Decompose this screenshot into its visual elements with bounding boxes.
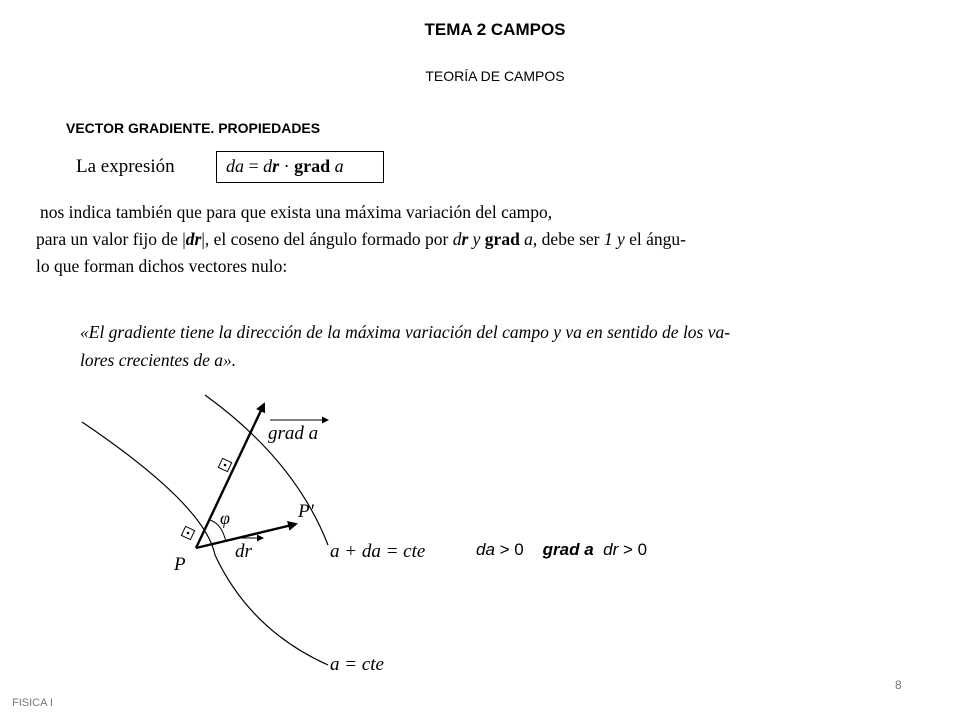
relation-grad: grad a xyxy=(542,540,594,559)
relation-gt-2: > 0 xyxy=(618,540,648,559)
p2-c: , debe ser xyxy=(532,229,604,249)
formula-box xyxy=(216,151,384,183)
paragraph-line-1: nos indica también que para que exista una máxima variación del campo, xyxy=(40,202,553,222)
paragraph-line-3: lo que forman dichos vectores nulo: xyxy=(36,256,288,276)
formula-dot: · xyxy=(279,156,295,176)
grad-label: grad a xyxy=(268,423,319,444)
formula-r: r xyxy=(272,156,280,176)
p2-y: y xyxy=(468,229,485,249)
footer-label: FISICA I xyxy=(12,697,53,709)
relation-gt-1: > 0 xyxy=(494,540,524,559)
formula-d: d xyxy=(263,156,273,176)
p2-dr: dr xyxy=(185,229,202,249)
relation-da: da xyxy=(476,540,495,559)
p2-y2: y xyxy=(612,229,625,249)
p2-d: d xyxy=(452,229,462,249)
inner-level-curve xyxy=(82,422,328,665)
gradient-relation xyxy=(476,540,647,560)
grad-arrow xyxy=(196,404,264,548)
p2-a: para un valor fijo de | xyxy=(36,229,186,249)
formula-a: a xyxy=(330,156,344,176)
slide-title: TEMA 2 CAMPOS xyxy=(424,20,566,39)
gradient-diagram xyxy=(60,390,470,675)
intro-text: La expresión xyxy=(76,156,175,177)
p2-grad: grad xyxy=(484,229,520,249)
outer-curve-label: a + da = cte xyxy=(330,541,426,562)
p2-b: |, el coseno del ángulo formado por xyxy=(201,229,453,249)
slide-subtitle: TEORÍA DE CAMPOS xyxy=(425,68,565,84)
p2-a2: a xyxy=(519,229,533,249)
relation-dr: dr xyxy=(603,540,619,559)
dr-label: dr xyxy=(235,541,252,562)
section-heading: VECTOR GRADIENTE. PROPIEDADES xyxy=(66,120,321,136)
quote-line-2: lores crecientes de a». xyxy=(80,350,237,370)
quote-line-1: «El gradiente tiene la dirección de la máxima variación del campo y va en sentido de los va- xyxy=(80,322,731,342)
p2-r: r xyxy=(461,229,469,249)
paragraph-line-2 xyxy=(36,229,686,250)
phi-label: φ xyxy=(220,508,230,528)
inner-curve-label: a = cte xyxy=(330,654,384,675)
formula-lhs: da xyxy=(226,156,244,176)
p2-one: 1 xyxy=(603,229,613,249)
p2-end: el ángu- xyxy=(624,229,687,249)
formula-grad: grad xyxy=(294,156,331,176)
p-label: P xyxy=(174,554,186,575)
page-number: 8 xyxy=(895,678,902,692)
p-prime-label: P' xyxy=(298,501,314,522)
formula-eq: = xyxy=(244,156,264,176)
